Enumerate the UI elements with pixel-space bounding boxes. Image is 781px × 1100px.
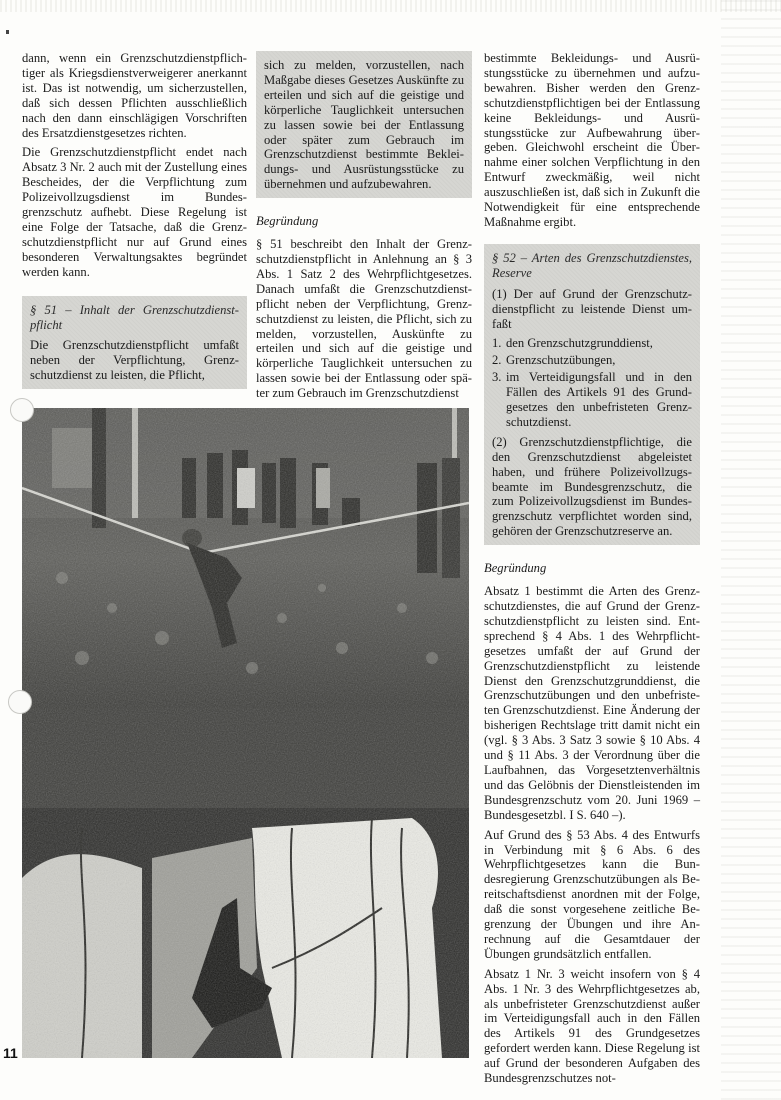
paragraph: dann, wenn ein Grenzschutzdienstpflichtiger als Kriegsdienstverweigerer anerkannt ist. Das ist notwendig, um sicherzustellen, daß sich dessen Pflichten ausschließlich nach den dann einschlägigen Vorschriften des Ersatzdienstgesetzes richten. xyxy=(22,51,247,140)
paragraph: Absatz 1 bestimmt die Arten des Grenzschutzdienstes, die auf Grund der Grenzschutzdienstpflicht zu leisten sind. Entsprechend § 4 Abs. 1 des Wehrpflichtgesetzes umfaßt der auf Grund der Grenzschutzdienstpflicht zu leistende Dienst den Grenzschutzgrunddienst, die Grenzschutzübungen und den unbefristeten Grenzschutzdienst. Eine Änderung der bisherigen Rechtslage tritt damit nicht ein (vgl. § 3 Abs. 3 Satz 3 sowie § 10 Abs. 4 und § 11 Abs. 3 der Verordnung über die Laufbahnen, das Vorgesetztenverhältnis und das Gelöbnis der Dienstleistenden im Bundesgrenzschutz vom 20. Juni 1969 – Bundesgesetzbl. I S. 640 –). xyxy=(484,584,700,822)
column-2 xyxy=(256,51,472,406)
section-52-heading: § 52 – Arten des Grenzschutzdienstes, Reserve xyxy=(492,250,692,280)
section-52-para-1: (1) Der auf Grund der Grenzschutzdienstpflicht zu leistende Dienst umfaßt xyxy=(492,286,692,331)
paragraph: Die Grenzschutzdienstpflicht endet nach Absatz 3 Nr. 2 auch mit der Zustellung eines Bescheides, der die Verpflichtung zum Polizeivollzugsdienst im Bundesgrenzschutz aufhebt. Diese Regelung ist eine Folge der Tatsache, daß die Grenzschutzdienstpflicht nur auf Grund eines besonderen Verwaltungsaktes begründet werden kann. xyxy=(22,145,247,279)
paragraph: bestimmte Bekleidungs- und Ausrüstungsstücke zu übernehmen und aufzubewahren. Bisher werden den Grenzschutzdienstpflichtigen bei der Entlassung keine Bekleidungs- und Ausrüstungsstücke zur Aufbewahrung übergeben. Gleichwohl erscheint die Übernahme einer solchen Verpflichtung in den Entwurf zweckmäßig, weil nicht auszuschließen ist, daß sich in Zukunft die Notwendigkeit für eine entsprechende Maßnahme ergibt. xyxy=(484,51,700,229)
column-1 xyxy=(22,51,247,389)
list-item: 2. Grenzschutzübungen, xyxy=(492,353,616,368)
scan-mark xyxy=(6,30,9,34)
photo-illustration xyxy=(22,408,469,1058)
section-51-text: Die Grenzschutzdienstpflicht umfaßt neben der Verpflichtung, Grenzschutzdienst zu leisten, die Pflicht, xyxy=(30,338,239,383)
scan-top-noise xyxy=(0,0,781,12)
section-51-heading: § 51 – Inhalt der Grenzschutzdienstpflicht xyxy=(30,302,239,332)
scan-right-margin-noise xyxy=(721,0,781,1100)
paragraph: Auf Grund des § 53 Abs. 4 des Entwurfs in Verbindung mit § 6 Abs. 6 des Wehrpflichtgesetzes kann die Bundesregierung Grenzschutzübungen als Bereitschaftsdienst anordnen mit der Folge, daß die sonst vorgesehene zeitliche Begrenzung der Übungen und ihre Anrechnung auf die Gesamtdauer der Übungen grundsätzlich entfallen. xyxy=(484,827,700,961)
list-item: 3. im Verteidigungsfall und in den Fällen des Artikels 91 des Grundgesetzes den unbefristeten Grenzschutzdienst. xyxy=(492,370,692,429)
punch-hole xyxy=(10,398,34,422)
section-51-box-continued xyxy=(256,51,472,198)
list-item: 1. den Grenzschutzgrunddienst, xyxy=(492,336,653,351)
begruendung-heading: Begründung xyxy=(256,214,319,229)
section-51-box xyxy=(22,296,247,390)
page-number: 11 xyxy=(3,1045,18,1061)
section-52-para-2: (2) Grenzschutzdienstpflichtige, die den Grenzschutzdienst abgeleistet haben, und frühere Polizeivollzugsbeamte im Bundesgrenzschutz, die zum Polizeivollzugsdienst im Bundesgrenzschutz verpflichtet worden sind, gehören der Grenzschutzreserve an. xyxy=(492,434,692,539)
paragraph: § 51 beschreibt den Inhalt der Grenzschutzdienstpflicht in Anlehnung an § 3 Abs. 1 Satz 2 des Wehrpflichtgesetzes. Danach umfaßt die Grenzschutzdienstpflicht neben der Verpflichtung, Grenzschutzdienst zu leisten, die Pflicht, sich zu melden, vorzustellen, Auskünfte zu erteilen und sich auf die geistige und körperliche Tauglichkeit untersuchen zu lassen sowie bei der Entlassung oder später zum Gebrauch im Grenzschutzdienst xyxy=(256,237,472,401)
section-52-box xyxy=(484,244,700,545)
section-51-text-continued: sich zu melden, vorzustellen, nach Maßgabe dieses Gesetzes Auskünfte zu erteilen und sich auf die geistige und körperliche Tauglichkeit untersuchen zu lassen sowie bei der Entlassung oder später zum Gebrauch im Grenzschutzdienst bestimmte Bekleidungs- und Ausrüstungsstücke zu übernehmen und aufzubewahren. xyxy=(264,58,464,192)
section-52-list xyxy=(492,336,692,429)
column-3 xyxy=(484,51,700,1091)
photo-rope-crossing xyxy=(22,408,469,1058)
paragraph: Absatz 1 Nr. 3 weicht insofern von § 4 Abs. 1 Nr. 3 des Wehrpflichtgesetzes ab, als unbefristeter Grenzschutzdienst außer im Verteidigungsfall auch in den Fällen des Artikels 91 des Grundgesetzes gefordert werden kann. Diese Regelung ist auf Grund der besonderen Aufgaben des Bundesgrenzschutzes not- xyxy=(484,966,700,1086)
begruendung-heading: Begründung xyxy=(484,561,547,576)
punch-hole xyxy=(8,690,32,714)
